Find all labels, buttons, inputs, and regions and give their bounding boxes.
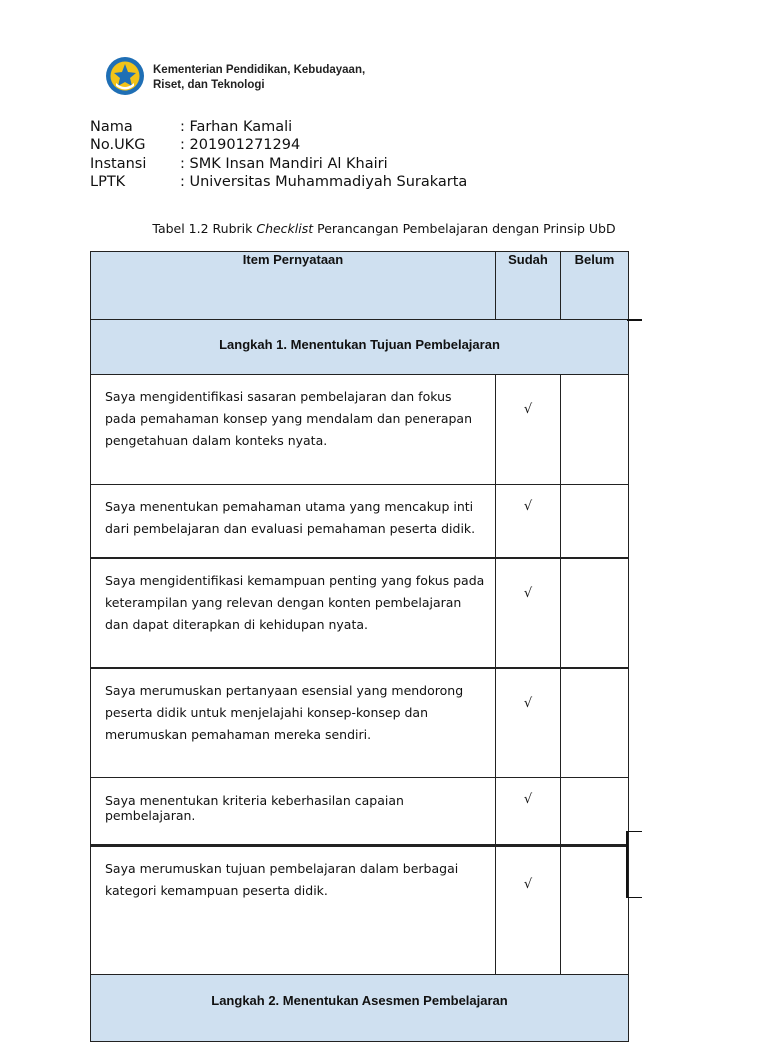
identity-label: LPTK xyxy=(90,173,126,190)
identity-value: : 201901271294 xyxy=(180,137,301,154)
identity-block xyxy=(90,118,467,191)
sudah-cell: √ xyxy=(496,485,561,559)
sudah-cell: √ xyxy=(496,668,561,778)
identity-row-name xyxy=(90,118,467,136)
step-row xyxy=(91,320,629,375)
identity-value: : Universitas Muhammadiyah Surakarta xyxy=(180,173,468,190)
sudah-cell: √ xyxy=(496,375,561,485)
header-item: Item Pernyataan xyxy=(91,252,496,320)
table-row xyxy=(91,846,629,975)
caption-italic: Checklist xyxy=(256,221,314,236)
identity-label: Instansi xyxy=(90,155,147,172)
statement-cell: Saya mengidentifikasi sasaran pembelajaran dan fokus pada pemahaman konsep yang mendalam dan penerapan pengetahuan dalam konteks nyata. xyxy=(91,375,496,485)
ministry-line-2: Riset, dan Teknologi xyxy=(153,79,265,91)
table-right-border xyxy=(626,831,628,898)
ministry-line-1: Kementerian Pendidikan, Kebudayaan, xyxy=(153,64,366,76)
ministry-logo-icon xyxy=(105,55,145,97)
table-right-edge xyxy=(627,319,642,321)
caption-prefix: Tabel 1.2 Rubrik xyxy=(152,221,257,236)
statement-cell: Saya merumuskan pertanyaan esensial yang mendorong peserta didik untuk menjelajahi konsep-konsep dan merumuskan pemahaman mereka sendiri. xyxy=(91,668,496,778)
sudah-cell: √ xyxy=(496,558,561,668)
identity-label: No.UKG xyxy=(90,137,146,154)
ministry-name xyxy=(153,63,365,93)
statement-cell: Saya mengidentifikasi kemampuan penting yang fokus pada keterampilan yang relevan dengan konten pembelajaran dan dapat diterapkan di kehidupan nyata. xyxy=(91,558,496,668)
identity-value: : Farhan Kamali xyxy=(180,119,293,135)
identity-row-lptk xyxy=(90,173,467,191)
belum-cell xyxy=(561,375,629,485)
belum-cell xyxy=(561,668,629,778)
identity-row-instansi xyxy=(90,155,467,173)
belum-cell xyxy=(561,558,629,668)
rubric-table-wrapper xyxy=(90,251,642,1042)
belum-cell xyxy=(561,778,629,846)
header-sudah: Sudah xyxy=(496,252,561,320)
belum-cell xyxy=(561,485,629,559)
statement-cell: Saya merumuskan tujuan pembelajaran dalam berbagai kategori kemampuan peserta didik. xyxy=(91,846,496,975)
statement-cell: Saya menentukan kriteria keberhasilan capaian pembelajaran. xyxy=(91,778,496,846)
step-2-cell xyxy=(91,975,629,1042)
table-row xyxy=(91,668,629,778)
rubric-table xyxy=(90,251,629,1042)
identity-label: Nama xyxy=(90,119,133,135)
table-row xyxy=(91,375,629,485)
sudah-cell: √ xyxy=(496,846,561,975)
step-1-cell xyxy=(91,320,629,375)
table-header-row xyxy=(91,252,629,320)
table-row xyxy=(91,558,629,668)
identity-row-ukg xyxy=(90,136,467,154)
step-2-label: Langkah 2. Menentukan Asesmen Pembelajaran xyxy=(211,993,508,1008)
header-belum: Belum xyxy=(561,252,629,320)
statement-cell: Saya menentukan pemahaman utama yang mencakup inti dari pembelajaran dan evaluasi pemahaman peserta didik. xyxy=(91,485,496,559)
table-right-edge xyxy=(627,897,642,898)
table-caption xyxy=(0,221,768,236)
identity-value: : SMK Insan Mandiri Al Khairi xyxy=(180,155,388,172)
table-row xyxy=(91,778,629,846)
table-right-edge xyxy=(627,831,642,832)
sudah-cell: √ xyxy=(496,778,561,846)
caption-suffix: Perancangan Pembelajaran dengan Prinsip UbD xyxy=(313,221,616,236)
step-1-label: Langkah 1. Menentukan Tujuan Pembelajaran xyxy=(219,337,500,352)
step-row xyxy=(91,975,629,1042)
table-row xyxy=(91,485,629,559)
belum-cell xyxy=(561,846,629,975)
